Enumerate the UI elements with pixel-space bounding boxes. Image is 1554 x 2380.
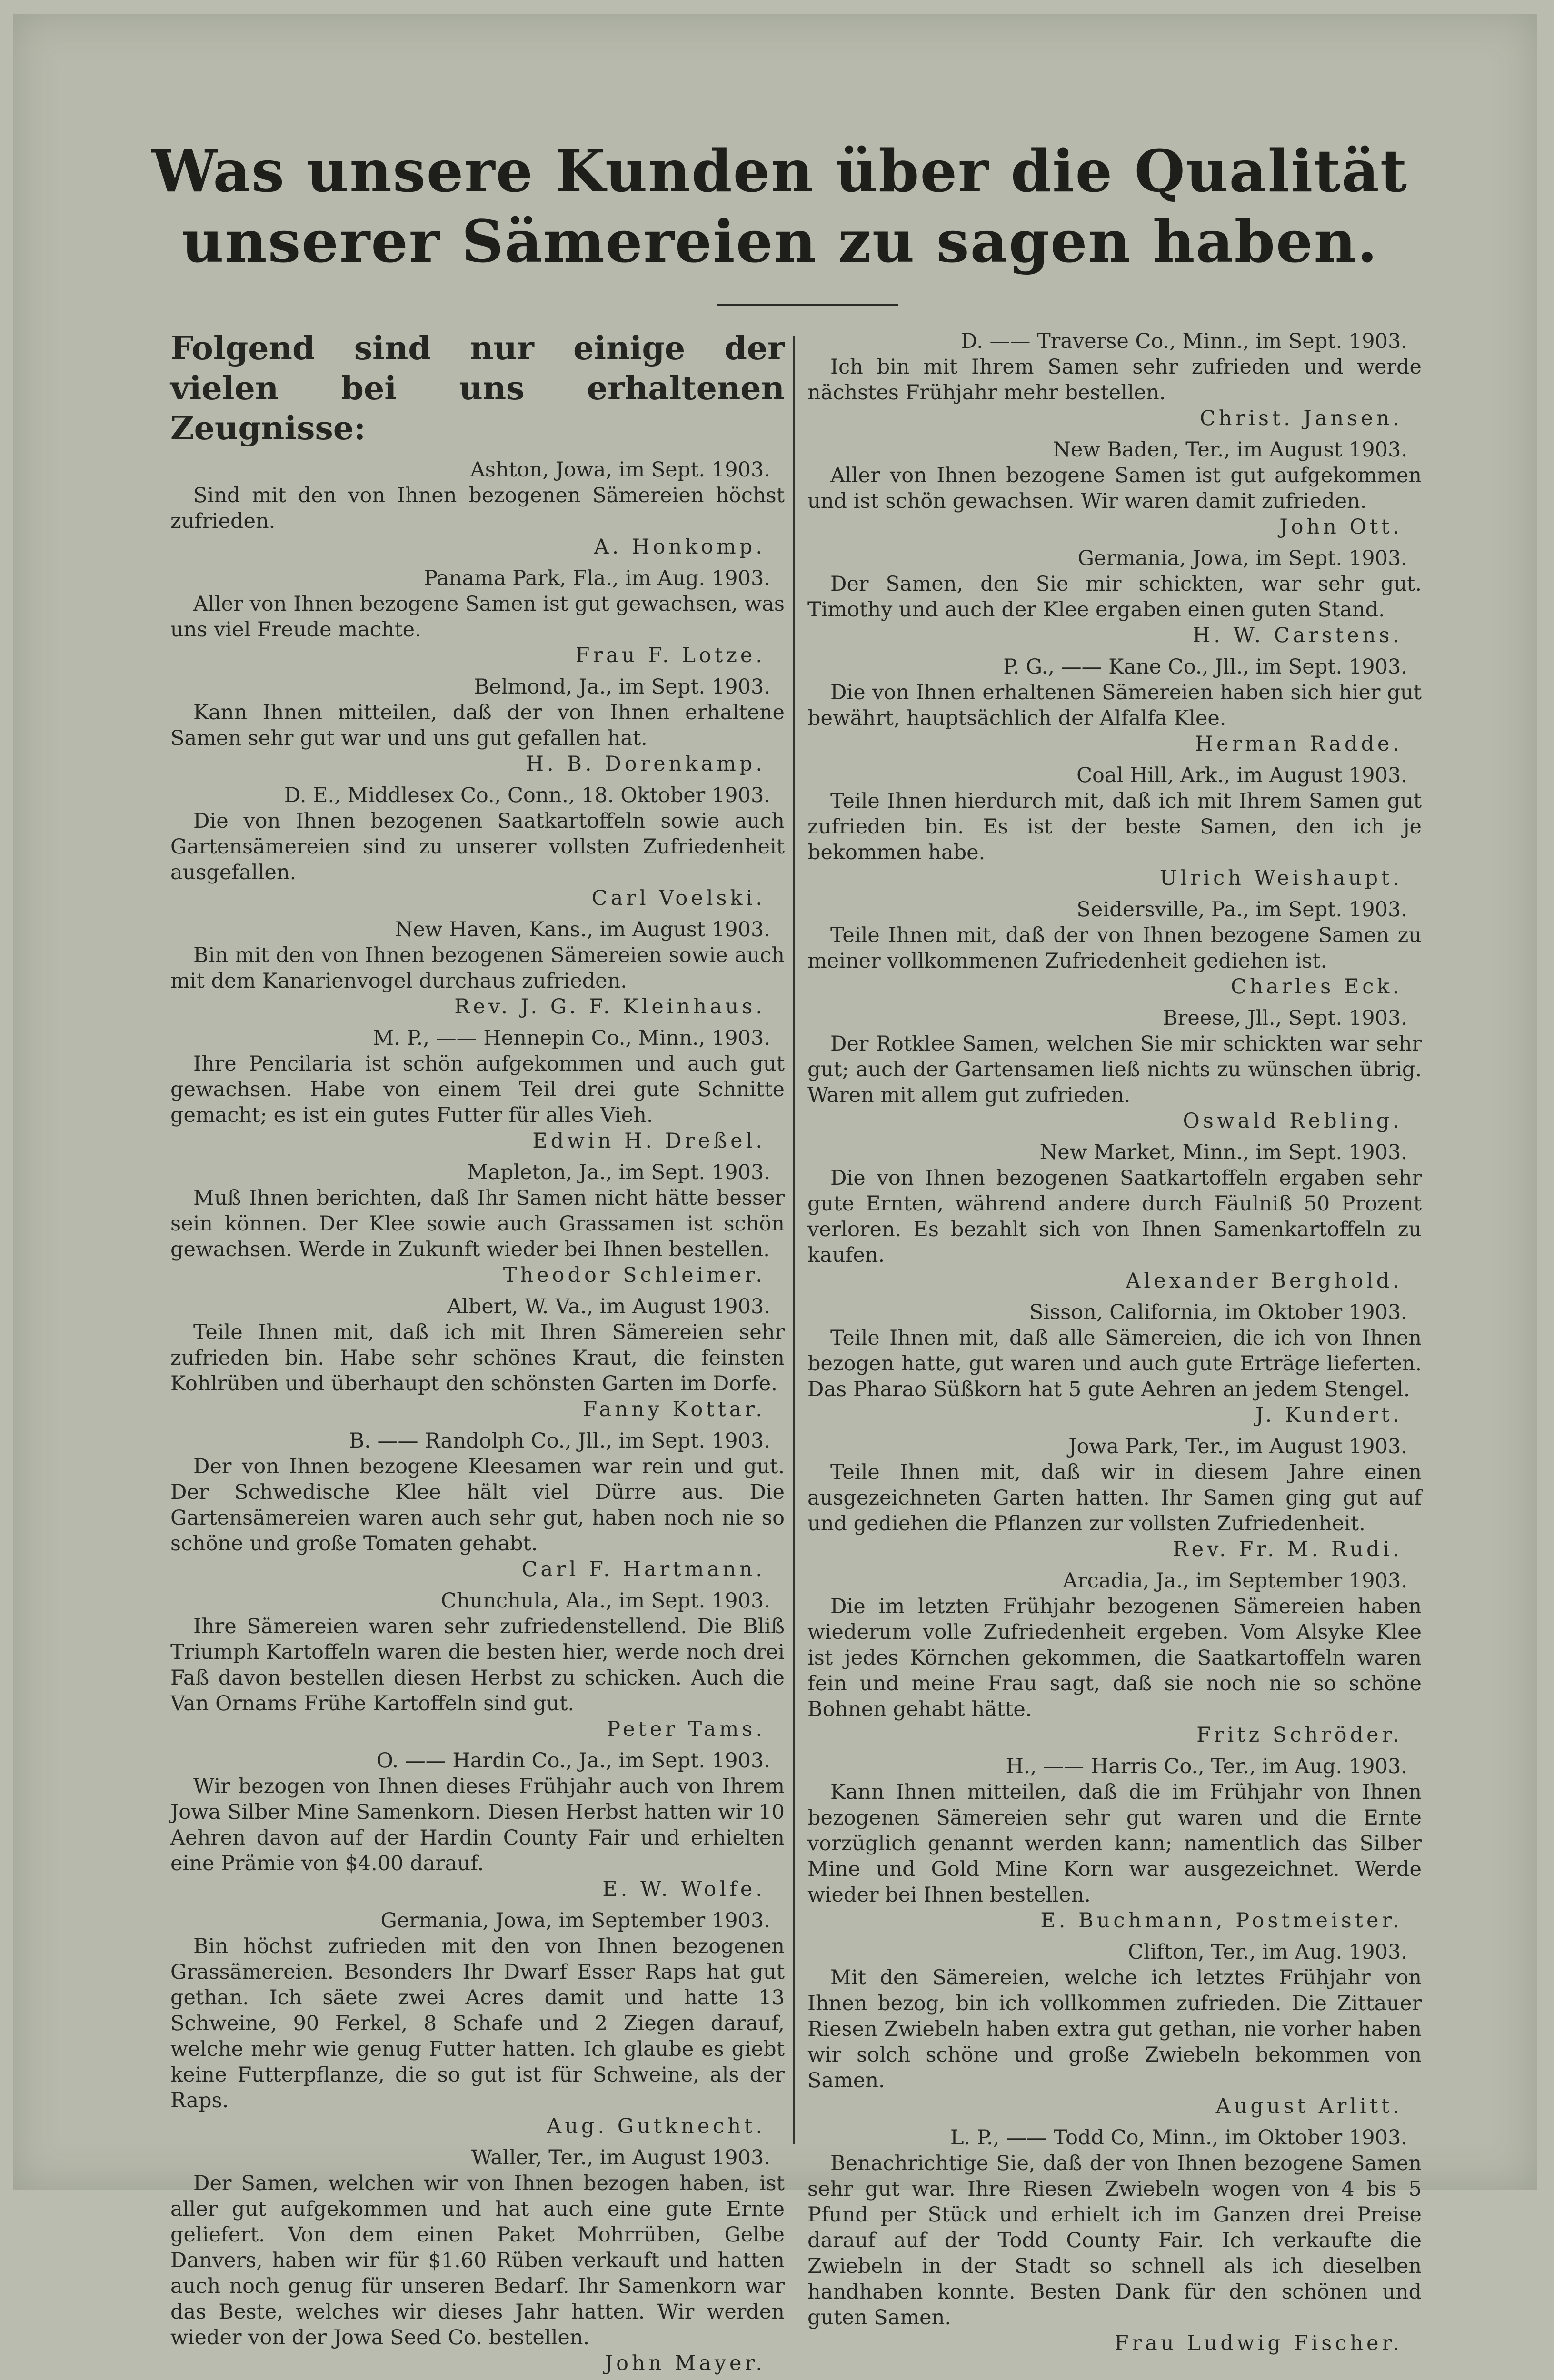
testimonial-place-date: H., —— Harris Co., Ter., im Aug. 1903.: [1006, 1755, 1407, 1778]
testimonial-signature: Rev. Fr. M. Rudi.: [1173, 1537, 1403, 1561]
column-divider: [793, 336, 795, 2144]
testimonial-place-date: Arcadia, Ja., im September 1903.: [1063, 1569, 1407, 1593]
testimonial-place-date: Clifton, Ter., im Aug. 1903.: [1127, 1940, 1407, 1964]
testimonial-text: Ihre Pencilaria ist schön aufgekommen und auch gut gewachsen. Habe von einem Teil drei gute Schnitte gemacht; es ist ein gutes Futter für alles Vieh.: [170, 1052, 785, 1127]
testimonial-place-date: L. P., —— Todd Co, Minn., im Oktober 1903.: [950, 2126, 1407, 2150]
testimonial-entry: [170, 1748, 785, 1902]
testimonial-place-date: Panama Park, Fla., im Aug. 1903.: [424, 566, 770, 590]
testimonial-place-date: P. G., —— Kane Co., Jll., im Sept. 1903.: [1003, 655, 1407, 679]
testimonial-place-date: Germania, Jowa, im September 1903.: [380, 1909, 770, 1933]
testimonial-signature: Carl Voelski.: [591, 886, 766, 910]
testimonial-entry: [170, 1294, 785, 1422]
testimonial-place-date: Coal Hill, Ark., im August 1903.: [1076, 764, 1407, 787]
testimonial-text: Der von Ihnen bezogene Kleesamen war rein und gut. Der Schwedische Klee hält viel Dürre aus. Die Gartensämereien waren auch sehr gut, haben noch nie so schöne und große Tomaten gehabt.: [170, 1455, 785, 1556]
page: [13, 14, 1537, 2375]
testimonial-text: Aller von Ihnen bezogene Samen ist gut aufgekommen und ist schön gewachsen. Wir waren damit zufrieden.: [807, 464, 1422, 513]
testimonial-place-date: D. —— Traverse Co., Minn., im Sept. 1903.: [961, 329, 1407, 353]
testimonial-entry: [170, 917, 785, 1020]
testimonial-text: Ich bin mit Ihrem Samen sehr zufrieden und werde nächstes Frühjahr mehr bestellen.: [807, 355, 1422, 405]
testimonial-signature: Frau F. Lotze.: [575, 644, 766, 667]
testimonial-signature: Rev. J. G. F. Kleinhaus.: [454, 995, 766, 1019]
testimonial-signature: August Arlitt.: [1215, 2094, 1403, 2118]
testimonial-entry: [807, 328, 1422, 431]
testimonial-signature: Ulrich Weishaupt.: [1159, 866, 1403, 890]
testimonial-text: Die von Ihnen bezogenen Saatkartoffeln sowie auch Gartensämereien sind zu unserer vollsten Zufriedenheit ausgefallen.: [170, 809, 785, 884]
testimonial-signature: John Ott.: [1279, 515, 1403, 539]
testimonial-signature: Alexander Berghold.: [1126, 1269, 1403, 1293]
right-column: [807, 328, 1422, 2362]
testimonial-list-left: [170, 457, 785, 2376]
testimonial-entry: [807, 545, 1422, 648]
testimonial-place-date: Mapleton, Ja., im Sept. 1903.: [467, 1160, 770, 1184]
testimonial-signature: Theodor Schleimer.: [503, 1263, 766, 1287]
testimonial-entry: [170, 783, 785, 911]
testimonial-place-date: Chunchula, Ala., im Sept. 1903.: [441, 1589, 770, 1613]
testimonial-list-right: [807, 328, 1422, 2356]
testimonial-entry: [170, 1160, 785, 1288]
testimonial-text: Bin höchst zufrieden mit den von Ihnen bezogenen Grassämereien. Besonders Ihr Dwarf Esser Raps hat gut gethan. Ich säete zwei Acres damit und hatte 13 Schweine, 90 Ferkel, 8 Schafe und 2 Ziegen darauf, welche mehr wie genug Futter hatten. Ich glaube es giebt keine Futterpflanze, die so gut ist für Schweine, als der Raps.: [170, 1934, 785, 2112]
testimonial-place-date: Germania, Jowa, im Sept. 1903.: [1077, 546, 1407, 570]
testimonial-text: Der Samen, den Sie mir schickten, war sehr gut. Timothy und auch der Klee ergaben einen guten Stand.: [807, 572, 1422, 622]
testimonial-signature: Peter Tams.: [607, 1717, 766, 1741]
testimonial-place-date: New Baden, Ter., im August 1903.: [1053, 438, 1407, 462]
testimonial-entry: [807, 654, 1422, 757]
testimonial-entry: [170, 2145, 785, 2376]
testimonial-place-date: New Haven, Kans., im August 1903.: [395, 918, 770, 942]
testimonial-text: Ihre Sämereien waren sehr zufriedenstellend. Die Bliß Triumph Kartoffeln waren die besten hier, werde noch drei Faß davon bestellen diesen Herbst zu schicken. Auch die Van Ornams Frühe Kartoffeln sind gut.: [170, 1615, 785, 1716]
testimonial-signature: Herman Radde.: [1195, 732, 1403, 756]
testimonial-entry: [170, 457, 785, 560]
intro-heading: Folgend sind nur einige der vielen bei uns erhaltenen Zeugnisse:: [170, 329, 785, 447]
testimonial-place-date: Seidersville, Pa., im Sept. 1903.: [1076, 898, 1407, 922]
testimonial-place-date: New Market, Minn., im Sept. 1903.: [1039, 1140, 1407, 1164]
testimonial-text: Kann Ihnen mitteilen, daß die im Frühjahr von Ihnen bezogenen Sämereien sehr gut waren und die Ernte vorzüglich genannt werden kann; namentlich das Silber Mine und Gold Mine Korn war ausgezeichnet. Werde wieder bei Ihnen bestellen.: [807, 1780, 1422, 1907]
testimonial-place-date: Sisson, California, im Oktober 1903.: [1029, 1300, 1407, 1324]
testimonial-entry: [807, 1568, 1422, 1748]
testimonial-place-date: O. —— Hardin Co., Ja., im Sept. 1903.: [376, 1749, 770, 1773]
testimonial-signature: Oswald Rebling.: [1183, 1109, 1403, 1133]
testimonial-entry: [807, 897, 1422, 1000]
testimonial-place-date: Jowa Park, Ter., im August 1903.: [1068, 1435, 1407, 1458]
testimonial-place-date: Belmond, Ja., im Sept. 1903.: [474, 675, 770, 699]
testimonial-signature: A. Honkomp.: [594, 535, 766, 559]
testimonial-signature: E. W. Wolfe.: [602, 1877, 766, 1901]
testimonial-signature: H. B. Dorenkamp.: [526, 752, 766, 776]
testimonial-text: Sind mit den von Ihnen bezogenen Sämereien höchst zufrieden.: [170, 484, 785, 533]
testimonial-signature: H. W. Carstens.: [1192, 624, 1403, 647]
testimonial-entry: [807, 1140, 1422, 1294]
testimonial-entry: [807, 437, 1422, 540]
testimonial-signature: Fritz Schröder.: [1196, 1723, 1403, 1747]
testimonial-place-date: Breese, Jll., Sept. 1903.: [1163, 1006, 1407, 1030]
testimonial-entry: [170, 1025, 785, 1154]
testimonial-place-date: D. E., Middlesex Co., Conn., 18. Oktober 1903.: [284, 783, 770, 807]
testimonial-text: Bin mit den von Ihnen bezogenen Sämereien sowie auch mit dem Kanarienvogel durchaus zufrieden.: [170, 943, 785, 993]
testimonial-text: Der Samen, welchen wir von Ihnen bezogen haben, ist aller gut aufgekommen und hat auch eine gute Ernte geliefert. Von dem einen Paket Mohrrüben, Gelbe Danvers, haben wir für $1.60 Rüben verkauft und hatten auch noch genug für unseren Bedarf. Ihr Samenkorn war das Beste, welches wir dieses Jahr hatten. Wir werden wieder von der Jowa Seed Co. bestellen.: [170, 2172, 785, 2350]
testimonial-signature: Edwin H. Dreßel.: [532, 1129, 766, 1153]
testimonial-text: Muß Ihnen berichten, daß Ihr Samen nicht hätte besser sein können. Der Klee sowie auch Grassamen ist schön gewachsen. Werde in Zukunft wieder bei Ihnen bestellen.: [170, 1186, 785, 1261]
testimonial-entry: [807, 1754, 1422, 1934]
testimonial-text: Teile Ihnen mit, daß alle Sämereien, die ich von Ihnen bezogen hatte, gut waren und auch gute Erträge lieferten. Das Pharao Süßkorn hat 5 gute Aehren an jedem Stengel.: [807, 1326, 1422, 1401]
testimonial-text: Teile Ihnen mit, daß der von Ihnen bezogene Samen zu meiner vollkommenen Zufriedenheit gediehen ist.: [807, 923, 1422, 973]
testimonial-signature: E. Buchmann, Postmeister.: [1040, 1909, 1403, 1933]
testimonial-entry: [170, 1908, 785, 2139]
testimonial-text: Der Rotklee Samen, welchen Sie mir schickten war sehr gut; auch der Gartensamen ließ nichts zu wünschen übrig. Waren mit allem gut zufrieden.: [807, 1032, 1422, 1107]
testimonial-entry: [807, 1434, 1422, 1562]
testimonial-entry: [807, 2125, 1422, 2356]
testimonial-entry: [170, 1588, 785, 1742]
testimonial-place-date: Albert, W. Va., im August 1903.: [447, 1295, 770, 1319]
testimonial-signature: Christ. Jansen.: [1199, 407, 1403, 430]
testimonial-text: Teile Ihnen mit, daß ich mit Ihren Sämereien sehr zufrieden bin. Habe sehr schönes Kraut, die feinsten Kohlrüben und überhaupt den schönsten Garten im Dorfe.: [170, 1320, 785, 1396]
testimonial-text: Aller von Ihnen bezogene Samen ist gut gewachsen, was uns viel Freude machte.: [170, 592, 785, 642]
page-title: Was unsere Kunden über die Qualität unserer Sämereien zu sagen haben.: [151, 137, 1408, 276]
testimonial-entry: [807, 1939, 1422, 2119]
testimonial-signature: Charles Eck.: [1231, 975, 1403, 999]
testimonial-text: Teile Ihnen mit, daß wir in diesem Jahre einen ausgezeichneten Garten hatten. Ihr Samen ging gut auf und gediehen die Pflanzen zur vollsten Zufriedenheit.: [807, 1460, 1422, 1536]
testimonial-text: Die von Ihnen bezogenen Saatkartoffeln ergaben sehr gute Ernten, während andere durch Fäulniß 50 Prozent verloren. Es bezahlt sich von Ihnen Samenkartoffeln zu kaufen.: [807, 1166, 1422, 1267]
testimonial-place-date: Waller, Ter., im August 1903.: [471, 2146, 770, 2170]
testimonial-text: Die im letzten Frühjahr bezogenen Sämereien haben wiederum volle Zufriedenheit ergeben. Vom Alsyke Klee ist jedes Körnchen gekommen, die Saatkartoffeln waren fein und meine Frau sagt, daß sie noch nie so schöne Bohnen gehabt hätte.: [807, 1595, 1422, 1721]
testimonial-text: Wir bezogen von Ihnen dieses Frühjahr auch von Ihrem Jowa Silber Mine Samenkorn. Diesen Herbst hatten wir 10 Aehren davon auf der Hardin County Fair und erhielten eine Prämie von $4.00 darauf.: [170, 1775, 785, 1875]
left-column: [170, 328, 785, 2380]
title-divider: [717, 304, 898, 306]
testimonial-entry: [170, 1428, 785, 1582]
testimonial-text: Die von Ihnen erhaltenen Sämereien haben sich hier gut bewährt, hauptsächlich der Alfalfa Klee.: [807, 681, 1422, 730]
testimonial-signature: Aug. Gutknecht.: [547, 2114, 766, 2138]
testimonial-text: Teile Ihnen hierdurch mit, daß ich mit Ihrem Samen gut zufrieden bin. Es ist der beste Samen, den ich je bekommen habe.: [807, 789, 1422, 864]
testimonial-text: Kann Ihnen mitteilen, daß der von Ihnen erhaltene Samen sehr gut war und uns gut gefallen hat.: [170, 701, 785, 750]
testimonial-signature: J. Kundert.: [1255, 1403, 1403, 1427]
testimonial-entry: [170, 565, 785, 668]
testimonial-entry: [807, 1299, 1422, 1428]
testimonial-signature: Fanny Kottar.: [583, 1398, 766, 1421]
testimonial-entry: [807, 1005, 1422, 1134]
testimonial-entry: [170, 674, 785, 777]
testimonial-text: Mit den Sämereien, welche ich letztes Frühjahr von Ihnen bezog, bin ich vollkommen zufrieden. Die Zittauer Riesen Zwiebeln haben extra gut gethan, nie vorher haben wir solch schöne und große Zwiebeln bekommen von Samen.: [807, 1966, 1422, 2092]
testimonial-signature: Carl F. Hartmann.: [521, 1557, 766, 1581]
testimonial-place-date: Ashton, Jowa, im Sept. 1903.: [470, 458, 770, 482]
testimonial-place-date: M. P., —— Hennepin Co., Minn., 1903.: [373, 1026, 770, 1050]
testimonial-signature: Frau Ludwig Fischer.: [1114, 2331, 1403, 2355]
testimonial-place-date: B. —— Randolph Co., Jll., im Sept. 1903.: [349, 1429, 770, 1453]
testimonial-text: Benachrichtige Sie, daß der von Ihnen bezogene Samen sehr gut war. Ihre Riesen Zwiebeln wogen von 4 bis 5 Pfund per Stück und erhielt ich im Ganzen drei Preise darauf auf der Todd County Fair. Ich verkaufte die Zwiebeln in der Stadt so schnell als ich dieselben handhaben konnte. Besten Dank für den schönen und guten Samen.: [807, 2152, 1422, 2330]
testimonial-signature: John Mayer.: [604, 2351, 766, 2375]
testimonial-entry: [807, 763, 1422, 891]
